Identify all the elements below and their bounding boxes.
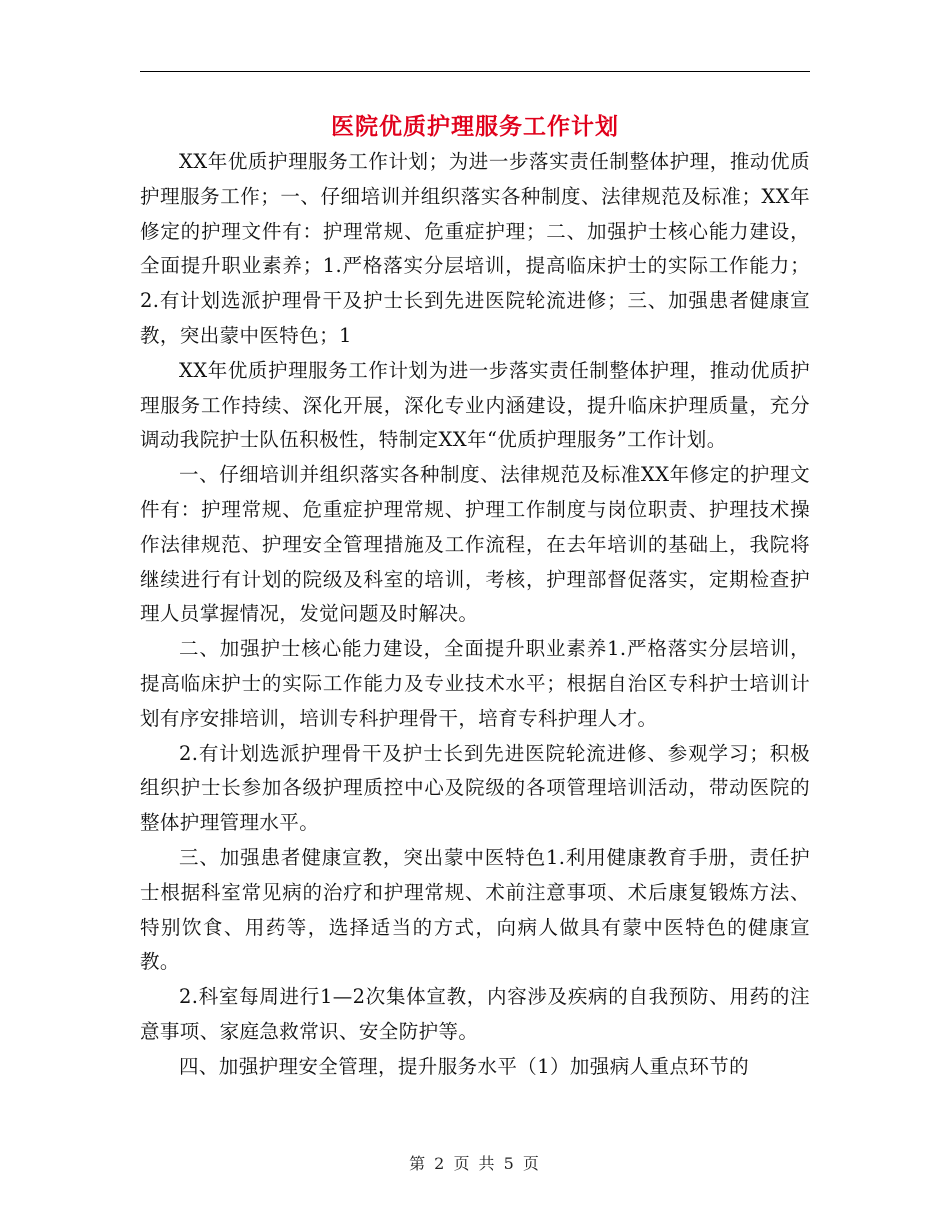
paragraph: 四、加强护理安全管理，提升服务水平（1）加强病人重点环节的 — [179, 1054, 750, 1078]
paragraph: XX年优质护理服务工作计划为进一步落实责任制整体护理，推动优质护理服务工作持续、深化开展，深化专业内涵建设，提升临床护理质量，充分调动我院护士队伍积极性，特制定XX年“优质护理服务”工作计划。 — [140, 358, 810, 452]
page-number-footer: 第 2 页 共 5 页 — [409, 1154, 541, 1173]
paragraph: 三、加强患者健康宣教，突出蒙中医特色1.利用健康教育手册，责任护士根据科室常见病的治疗和护理常规、术前注意事项、术后康复锻炼方法、特别饮食、用药等，选择适当的方式，向病人做具有蒙中医特色的健康宣教。 — [140, 845, 810, 974]
paragraph: 2.科室每周进行1—2次集体宣教，内容涉及疾病的自我预防、用药的注意事项、家庭急救常识、安全防护等。 — [140, 985, 810, 1043]
paragraph: 二、加强护士核心能力建设，全面提升职业素养1.严格落实分层培训，提高临床护士的实际工作能力及专业技术水平；根据自治区专科护士培训计划有序安排培训，培训专科护理骨干，培育专科护理人才。 — [140, 637, 810, 730]
header-rule — [140, 71, 810, 72]
document-body — [140, 145, 810, 1085]
document-title: 医院优质护理服务工作计划 — [331, 114, 619, 140]
paragraph: 2.有计划选派护理骨干及护士长到先进医院轮流进修、参观学习；积极组织护士长参加各级护理质控中心及院级的各项管理培训活动，带动医院的整体护理管理水平。 — [140, 741, 810, 835]
paragraph: XX年优质护理服务工作计划；为进一步落实责任制整体护理，推动优质护理服务工作；一、仔细培训并组织落实各种制度、法律规范及标准；XX年修定的护理文件有：护理常规、危重症护理；二、加强护士核心能力建设，全面提升职业素养；1.严格落实分层培训，提高临床护士的实际工作能力；2.有计划选派护理骨干及护士长到先进医院轮流进修；三、加强患者健康宣教，突出蒙中医特色；1 — [140, 150, 810, 347]
paragraph: 一、仔细培训并组织落实各种制度、法律规范及标准XX年修定的护理文件有：护理常规、危重症护理常规、护理工作制度与岗位职责、护理技术操作法律规范、护理安全管理措施及工作流程，在去年培训的基础上，我院将继续进行有计划的院级及科室的培训，考核，护理部督促落实，定期检查护理人员掌握情况，发觉问题及时解决。 — [140, 463, 810, 626]
